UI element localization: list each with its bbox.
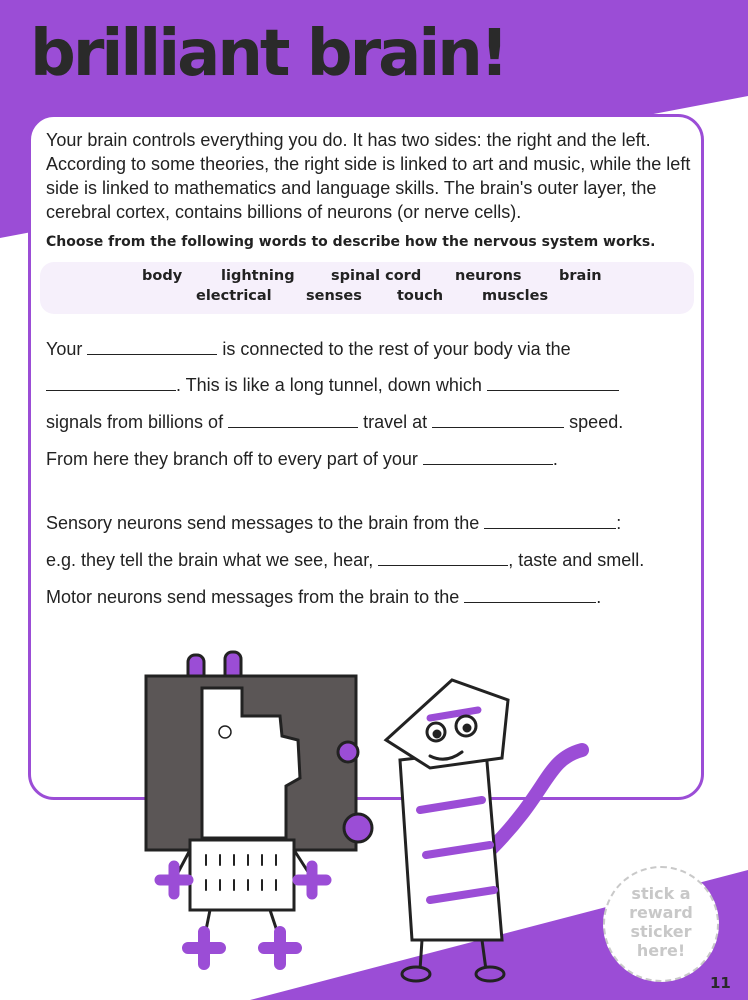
answer-blank[interactable]	[228, 411, 358, 428]
instruction-text: Choose from the following words to describe how the nervous system works.	[46, 234, 656, 250]
page-number: 11	[710, 974, 731, 992]
answer-blank[interactable]	[46, 374, 176, 391]
sentence-line: e.g. they tell the brain what we see, hear, , taste and smell.	[46, 550, 645, 570]
intro-paragraph: Your brain controls everything you do. It has two sides: the right and the left. According to some theories, the right side is linked to art and music, while the left side is linked to mathematics and language skills. The brain's outer layer, the cerebral cortex, contains billions of neurons (or nerve cells).	[46, 130, 691, 222]
sentence-line: Sensory neurons send messages to the brain from the :	[46, 513, 622, 533]
answer-blank[interactable]	[432, 411, 564, 428]
robot-and-cat-illustration	[130, 640, 590, 990]
answer-blank[interactable]	[464, 586, 596, 603]
page-title: brilliant brain!	[30, 17, 506, 91]
robot-illustration	[146, 652, 372, 964]
word-bank-item: brain	[559, 268, 602, 284]
answer-blank[interactable]	[87, 338, 217, 355]
sentence-line: . This is like a long tunnel, down which	[46, 374, 619, 396]
cat-illustration	[386, 680, 582, 981]
word-bank-item: spinal cord	[331, 268, 422, 284]
answer-blank[interactable]	[423, 448, 553, 465]
word-bank-item: body	[142, 268, 183, 284]
sticker-instruction: stick a reward sticker here!	[629, 884, 693, 960]
sentence-line: From here they branch off to every part of your .	[46, 449, 558, 469]
reward-sticker-spot[interactable]	[603, 866, 719, 982]
answer-blank[interactable]	[378, 549, 508, 566]
word-bank-item: lightning	[221, 268, 295, 284]
word-bank-item: senses	[306, 288, 362, 304]
word-bank-item: muscles	[482, 288, 549, 304]
sentence-line: Your is connected to the rest of your body via the	[46, 339, 571, 359]
sentence-line: Motor neurons send messages from the brain to the .	[46, 587, 602, 607]
answer-blank[interactable]	[487, 374, 619, 391]
word-bank-item: touch	[397, 288, 444, 304]
word-bank-item: neurons	[455, 268, 522, 284]
answer-blank[interactable]	[484, 512, 616, 529]
word-bank-item: electrical	[196, 288, 272, 304]
sentence-line: signals from billions of travel at speed.	[46, 412, 624, 432]
